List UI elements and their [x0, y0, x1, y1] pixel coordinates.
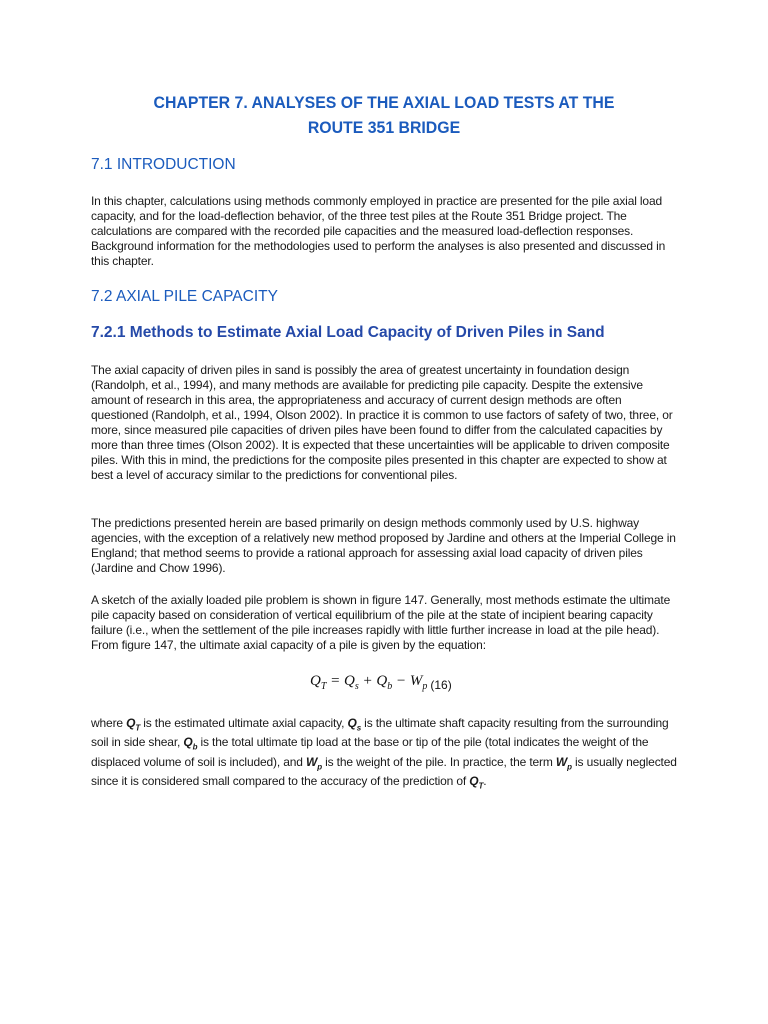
methods-paragraph-2: The predictions presented herein are based primarily on design methods commonly used by U.S. highway agencies, with the exception of a relatively new method proposed by Jardine and others at the Imperial College in England; that method seems to provide a rational approach for assessing axial load capacity of driven piles (Jardine and Chow 1996). — [91, 516, 676, 575]
chapter-title — [92, 91, 676, 141]
chapter-title-line2: ROUTE 351 BRIDGE — [307, 119, 461, 137]
intro-paragraph: In this chapter, calculations using methods commonly employed in practice are presented for the pile axial load capacity, and for the load-deflection behavior, of the three test piles at the Route 351 Bridge project. The calculations are compared with the recorded pile capacities and the measured load-deflection responses. Background information for the methodologies used to perform the analyses is also presented and discussed in this chapter. — [91, 194, 666, 268]
var-qt: $Q_T$ — [126, 716, 141, 733]
eq-qt: Q — [310, 673, 321, 689]
eq-qb: Q — [376, 673, 388, 689]
eq-wp-sub: p — [422, 681, 428, 692]
intro-heading: 7.1 INTRODUCTION — [91, 156, 236, 173]
where-text-4: is the total ultimate tip load at the base or tip of the pile (total indicates the weight of the displaced volume of soil is included), and — [91, 735, 649, 769]
eq-minus: − — [392, 673, 410, 689]
capacity-heading: 7.2 AXIAL PILE CAPACITY — [91, 288, 278, 305]
equation-number: (16) — [430, 678, 452, 692]
eq-wp: W — [409, 673, 423, 689]
methods-heading: 7.2.1 Methods to Estimate Axial Load Capacity of Driven Piles in Sand — [91, 324, 605, 341]
eq-qb-sub: b — [387, 681, 393, 692]
capacity-equation — [310, 673, 452, 692]
eq-plus: + — [358, 673, 377, 689]
methods-paragraph-3: A sketch of the axially loaded pile problem is shown in figure 147. Generally, most methods estimate the ultimate pile capacity based on consideration of vertical equilibrium of the pile at the state of incipient bearing capacity failure (i.e., when the settlement of the pile increases rapidly with little further increase in load at the pile head). From figure 147, the ultimate axial capacity of a pile is given by the equation: — [91, 593, 671, 652]
eq-qs: Q — [344, 673, 355, 689]
eq-qt-sub: T — [320, 681, 327, 692]
methods-paragraph-1: The axial capacity of driven piles in sand is possibly the area of greatest uncertainty in foundation design (Randolph, et al., 1994), and many methods are available for predicting pile capacity. Despite the extensive amount of research in this area, the appropriateness and accuracy of current design methods are often questioned (Randolph, et al., 1994, Olson 2002). In practice it is common to use factors of safety of two, three, or more, since measured pile capacities of driven piles have been found to differ from the calculated capacities by more than three times (Olson 2002). It is expected that these uncertainties will be applicable to driven composite piles. With this in mind, the predictions for the composite piles presented in this chapter are expected to show at best a level of accuracy similar to the predictions for conventional piles. — [91, 363, 673, 482]
where-text-7: . — [483, 774, 487, 789]
where-text-5: is the weight of the pile. In practice, the term — [321, 754, 556, 769]
var-qs: $Q_s$ — [347, 716, 361, 733]
var-wp: $W_p$ — [306, 754, 322, 772]
var-qb: $Q_b$ — [183, 735, 198, 752]
eq-qs-sub: s — [354, 681, 359, 692]
where-text-3: is the ultimate shaft capacity resulting from the surrounding soil in side shear, — [91, 716, 669, 750]
where-paragraph — [91, 716, 681, 794]
chapter-title-line1: CHAPTER 7. ANALYSES OF THE AXIAL LOAD TESTS AT THE — [153, 94, 615, 112]
where-text-6: is usually neglected since it is considered small compared to the accuracy of the prediction of — [91, 754, 677, 789]
var-qt-2: $Q_T$ — [469, 774, 484, 791]
var-wp-2: $W_p$ — [555, 754, 572, 772]
where-text-2: is the estimated ultimate axial capacity, — [140, 716, 348, 730]
eq-equals: = — [326, 673, 345, 689]
where-text-1: where — [91, 716, 127, 730]
